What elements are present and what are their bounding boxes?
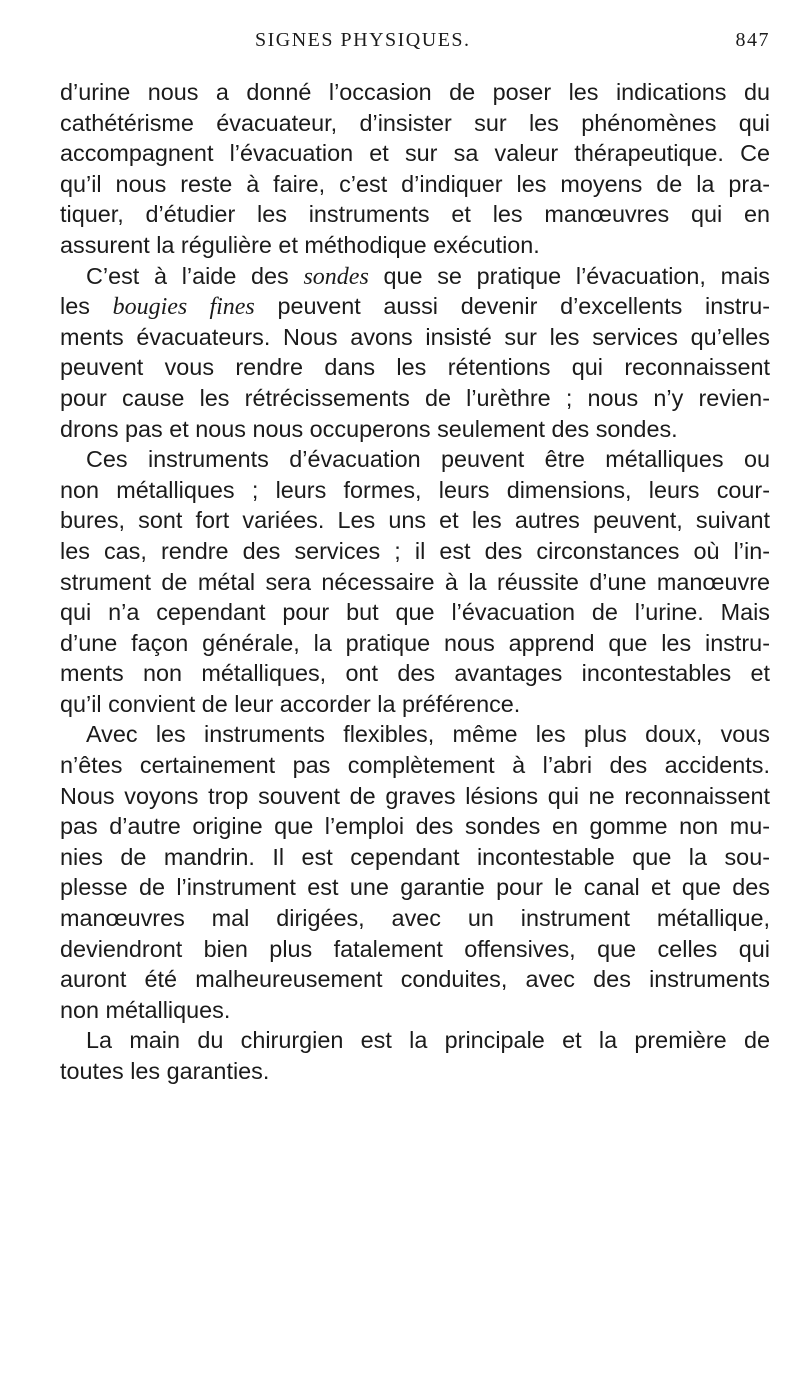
paragraph xyxy=(60,719,770,1025)
text-line: La main du chirurgien est la principale et la première de xyxy=(86,1027,770,1054)
text-run: peuvent aussi devenir d’excellents instru- xyxy=(254,293,770,320)
text-line: qui n’a cependant pour but que l’évacuation de l’urine. Mais xyxy=(60,599,770,626)
text-line: accompagnent l’évacuation et sur sa valeur thérapeutique. Ce xyxy=(60,140,770,167)
text-line: les cas, rendre des services ; il est des circonstances où l’in- xyxy=(60,537,770,564)
text-line: non métalliques. xyxy=(60,996,231,1023)
text-line: n’êtes certainement pas complètement à l’abri des accidents. xyxy=(60,752,770,779)
text-run: les xyxy=(60,293,113,320)
text-line: d’urine nous a donné l’occasion de poser les indications du xyxy=(60,79,770,105)
text-line: cathétérisme évacuateur, d’insister sur les phénomènes qui xyxy=(60,109,770,136)
text-line: pas d’autre origine que l’emploi des sondes en gomme non mu- xyxy=(60,813,770,840)
running-head xyxy=(60,10,770,51)
text-line: Nous voyons trop souvent de graves lésions qui ne reconnaissent xyxy=(60,782,770,809)
text-run: C’est à l’aide des xyxy=(86,262,304,289)
text-line: auront été malheureusement conduites, avec des instruments xyxy=(60,966,770,993)
text-line: assurent la régulière et méthodique exécution. xyxy=(60,231,540,258)
text-line: strument de métal sera nécessaire à la réussite d’une manœuvre xyxy=(60,568,770,595)
page-number: 847 xyxy=(735,29,770,51)
text-line: ments évacuateurs. Nous avons insisté sur les services qu’elles xyxy=(60,323,770,350)
text-line: non métalliques ; leurs formes, leurs dimensions, leurs cour- xyxy=(60,476,770,503)
emphasis-sondes: sondes xyxy=(303,263,369,290)
text-line: qu’il nous reste à faire, c’est d’indiquer les moyens de la pra- xyxy=(60,170,770,197)
paragraph xyxy=(60,1025,770,1086)
text-line: toutes les garanties. xyxy=(60,1058,270,1084)
paragraph xyxy=(60,444,770,719)
text-line: drons pas et nous nous occuperons seulement des sondes. xyxy=(60,415,678,442)
text-line: plesse de l’instrument est une garantie pour le canal et que des xyxy=(60,874,770,901)
text-line: ments non métalliques, ont des avantages incontestables et xyxy=(60,660,770,687)
text-run: que se pratique l’évacuation, mais xyxy=(368,262,770,289)
text-line: pour cause les rétrécissements de l’urèthre ; nous n’y revien- xyxy=(60,384,770,411)
text-line xyxy=(60,291,770,322)
text-line: manœuvres mal dirigées, avec un instrument métallique, xyxy=(60,905,770,932)
text-line: Ces instruments d’évacuation peuvent être métalliques ou xyxy=(86,446,770,473)
paragraph xyxy=(60,77,770,261)
text-line: peuvent vous rendre dans les rétentions qui reconnaissent xyxy=(60,354,770,381)
text-line: nies de mandrin. Il est cependant incontestable que la sou- xyxy=(60,843,770,870)
text-line xyxy=(60,261,770,292)
text-line: bures, sont fort variées. Les uns et les autres peuvent, suivant xyxy=(60,507,770,534)
text-line: Avec les instruments flexibles, même les plus doux, vous xyxy=(86,721,770,748)
running-title: SIGNES PHYSIQUES. xyxy=(255,29,471,51)
text-line: tiquer, d’étudier les instruments et les manœuvres qui en xyxy=(60,201,770,228)
text-line: d’une façon générale, la pratique nous apprend que les instru- xyxy=(60,629,770,656)
emphasis-bougies-fines: bougies fines xyxy=(112,294,255,321)
paragraph xyxy=(60,261,770,445)
text-line: qu’il convient de leur accorder la préférence. xyxy=(60,690,521,717)
text-body xyxy=(60,77,770,1087)
text-line: deviendront bien plus fatalement offensives, que celles qui xyxy=(60,935,770,962)
